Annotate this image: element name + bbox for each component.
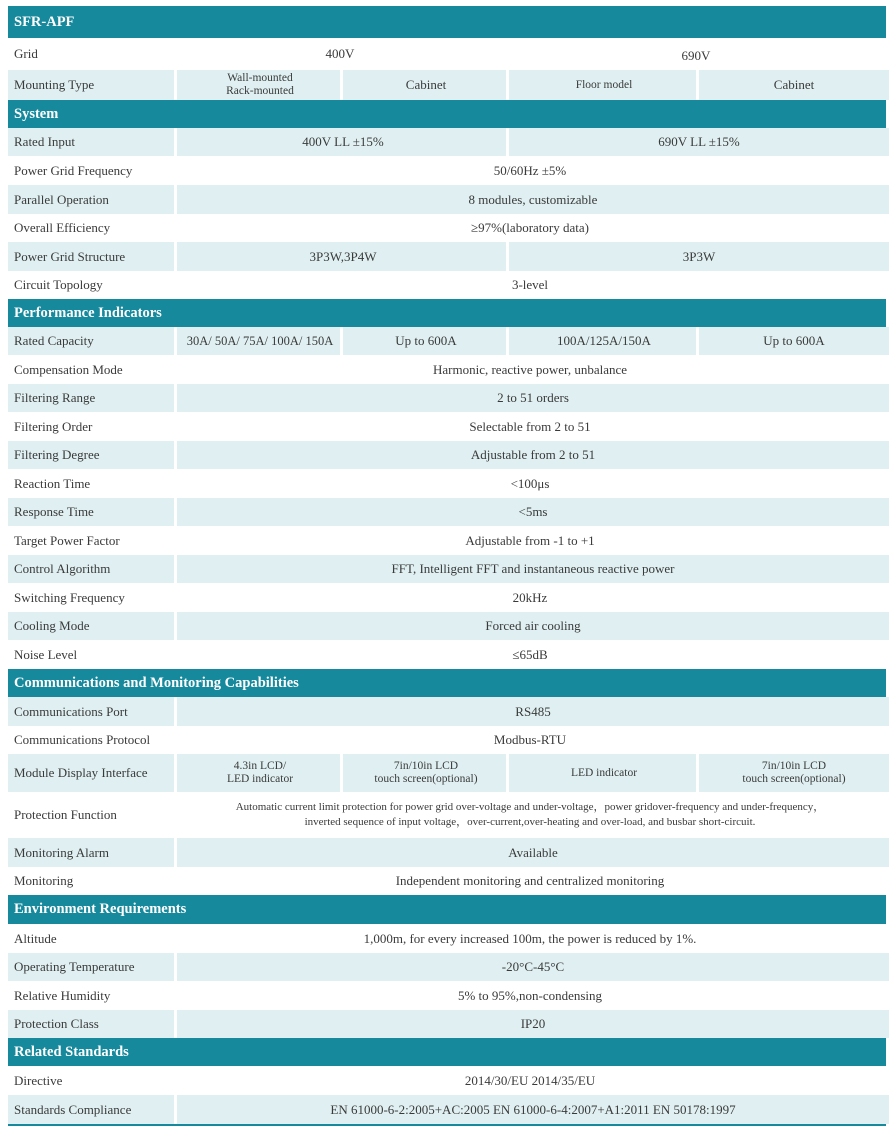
- capacity-cell-1: 30A/ 50A/ 75A/ 100A/ 150A: [174, 327, 343, 355]
- row-standards-compliance: [8, 1095, 886, 1124]
- row-value: Harmonic, reactive power, unbalance: [432, 361, 628, 377]
- row-value: Selectable from 2 to 51: [469, 418, 591, 434]
- grid-400v: 400V: [325, 46, 355, 61]
- row-label: Cooling Mode: [14, 618, 90, 633]
- row-label: Overall Efficiency: [14, 220, 111, 235]
- row-label: Rated Input: [14, 134, 76, 149]
- row-value: <5ms: [174, 498, 889, 526]
- section-header-environment: [8, 895, 886, 924]
- row-communications-protocol: [8, 726, 886, 754]
- row-circuit-topology: [8, 271, 886, 299]
- section-title: Performance Indicators: [14, 304, 162, 321]
- row-value: IP20: [174, 1010, 889, 1038]
- row-label: Relative Humidity: [14, 987, 111, 1003]
- row-communications-port: [8, 697, 886, 726]
- row-altitude: [8, 924, 886, 953]
- structure-400v: 3P3W,3P4W: [174, 242, 509, 271]
- table-bottom-rule: [8, 1124, 886, 1126]
- spec-table: [8, 6, 886, 1126]
- row-value: Forced air cooling: [174, 612, 889, 640]
- row-label: Compensation Mode: [14, 361, 123, 377]
- row-value: 2014/30/EU 2014/35/EU: [464, 1072, 596, 1088]
- row-value: Adjustable from -1 to +1: [465, 532, 595, 548]
- row-label: Directive: [14, 1072, 63, 1088]
- row-value: Independent monitoring and centralized monitoring: [395, 873, 665, 888]
- row-label: Standards Compliance: [14, 1101, 132, 1117]
- row-value: <100μs: [510, 475, 550, 491]
- row-label: Rated Capacity: [14, 333, 94, 348]
- row-value: RS485: [174, 697, 889, 726]
- grid-690v: 690V: [681, 48, 711, 63]
- row-label: Switching Frequency: [14, 589, 125, 605]
- row-label: Monitoring Alarm: [14, 844, 109, 860]
- display-cell-1: 4.3in LCD/ LED indicator: [174, 754, 343, 792]
- row-label: Filtering Order: [14, 418, 93, 434]
- mounting-cell-2: Cabinet: [340, 70, 509, 100]
- row-value: 20kHz: [512, 589, 548, 605]
- row-value: Available: [174, 838, 889, 867]
- row-value: EN 61000-6-2:2005+AC:2005 EN 61000-6-4:2007+A1:2011 EN 50178:1997: [174, 1095, 889, 1124]
- display-cell-2: 7in/10in LCD touch screen(optional): [340, 754, 509, 792]
- row-label: Filtering Range: [14, 390, 96, 405]
- row-label: Noise Level: [14, 646, 78, 662]
- section-title: System: [14, 105, 59, 122]
- mounting-cell-1: Wall-mounted Rack-mounted: [174, 70, 343, 100]
- section-title: Environment Requirements: [14, 901, 187, 917]
- row-grid: [8, 38, 886, 70]
- row-directive: [8, 1066, 886, 1095]
- row-label: Control Algorithm: [14, 561, 111, 576]
- row-overall-efficiency: [8, 214, 886, 242]
- row-value: ≤65dB: [512, 646, 548, 662]
- table-title: SFR-APF: [14, 13, 75, 30]
- table-header: [8, 6, 886, 38]
- row-value: ≥97%(laboratory data): [471, 220, 589, 235]
- capacity-cell-4: Up to 600A: [696, 327, 889, 355]
- row-noise-level: [8, 640, 886, 669]
- row-value: FFT, Intelligent FFT and instantaneous reactive power: [174, 555, 889, 583]
- display-cell-4: 7in/10in LCD touch screen(optional): [696, 754, 889, 792]
- row-label: Protection Function: [14, 807, 117, 822]
- row-value: Automatic current limit protection for power grid over-voltage and under-voltage，power gridover-frequency and under-frequency， inverted sequence of input voltage，over-current,over-heating and over-load, and busbar short-circuit.: [235, 801, 825, 828]
- row-value: -20°C-45°C: [174, 953, 889, 981]
- row-control-algorithm: [8, 555, 886, 583]
- row-rated-input: [8, 128, 886, 156]
- row-label: Monitoring: [14, 873, 74, 888]
- row-label: Communications Port: [14, 703, 128, 719]
- row-value: Adjustable from 2 to 51: [174, 441, 889, 469]
- section-header-standards: [8, 1038, 886, 1066]
- row-label: Operating Temperature: [14, 959, 135, 974]
- row-filtering-range: [8, 384, 886, 412]
- row-label: Power Grid Frequency: [14, 162, 133, 178]
- rated-input-400v: 400V LL ±15%: [174, 128, 509, 156]
- row-value: 1,000m, for every increased 100m, the power is reduced by 1%.: [363, 930, 697, 946]
- row-label: Response Time: [14, 504, 94, 519]
- row-monitoring-alarm: [8, 838, 886, 867]
- mounting-cell-3: Floor model: [506, 70, 699, 100]
- row-relative-humidity: [8, 981, 886, 1010]
- section-title: Communications and Monitoring Capabilities: [14, 674, 299, 691]
- capacity-cell-3: 100A/125A/150A: [506, 327, 699, 355]
- section-title: Related Standards: [14, 1043, 129, 1060]
- row-filtering-degree: [8, 441, 886, 469]
- row-label: Reaction Time: [14, 475, 91, 491]
- row-power-grid-structure: [8, 242, 886, 271]
- section-header-performance: [8, 299, 886, 327]
- rated-input-690v: 690V LL ±15%: [506, 128, 889, 156]
- row-filtering-order: [8, 412, 886, 441]
- row-switching-frequency: [8, 583, 886, 612]
- capacity-cell-2: Up to 600A: [340, 327, 509, 355]
- structure-690v: 3P3W: [506, 242, 889, 271]
- row-value: 3-level: [511, 277, 549, 292]
- row-value: 8 modules, customizable: [174, 185, 889, 214]
- row-protection-class: [8, 1010, 886, 1038]
- row-protection-function: [8, 792, 886, 838]
- row-compensation-mode: [8, 355, 886, 384]
- mounting-cell-4: Cabinet: [696, 70, 889, 100]
- row-label: Parallel Operation: [14, 191, 109, 207]
- section-header-system: [8, 100, 886, 128]
- row-label: Target Power Factor: [14, 532, 120, 548]
- row-cooling-mode: [8, 612, 886, 640]
- row-value: 50/60Hz ±5%: [493, 162, 567, 178]
- row-operating-temperature: [8, 953, 886, 981]
- row-module-display-interface: [8, 754, 886, 792]
- row-value: 5% to 95%,non-condensing: [457, 987, 603, 1003]
- row-mounting-type: [8, 70, 886, 100]
- row-label: Altitude: [14, 930, 57, 946]
- row-label: Protection Class: [14, 1016, 99, 1031]
- row-reaction-time: [8, 469, 886, 498]
- display-cell-3: LED indicator: [506, 754, 699, 792]
- row-power-grid-frequency: [8, 156, 886, 185]
- row-value: Modbus-RTU: [493, 732, 567, 747]
- row-label: Mounting Type: [14, 77, 95, 92]
- row-label: Filtering Degree: [14, 447, 100, 462]
- row-label: Circuit Topology: [14, 277, 103, 292]
- row-label: Grid: [14, 46, 38, 61]
- row-label: Power Grid Structure: [14, 248, 126, 264]
- row-rated-capacity: [8, 327, 886, 355]
- row-parallel-operation: [8, 185, 886, 214]
- row-monitoring: [8, 867, 886, 895]
- section-header-communications: [8, 669, 886, 697]
- row-label: Module Display Interface: [14, 765, 148, 780]
- row-response-time: [8, 498, 886, 526]
- row-label: Communications Protocol: [14, 732, 151, 747]
- row-target-power-factor: [8, 526, 886, 555]
- row-value: 2 to 51 orders: [174, 384, 889, 412]
